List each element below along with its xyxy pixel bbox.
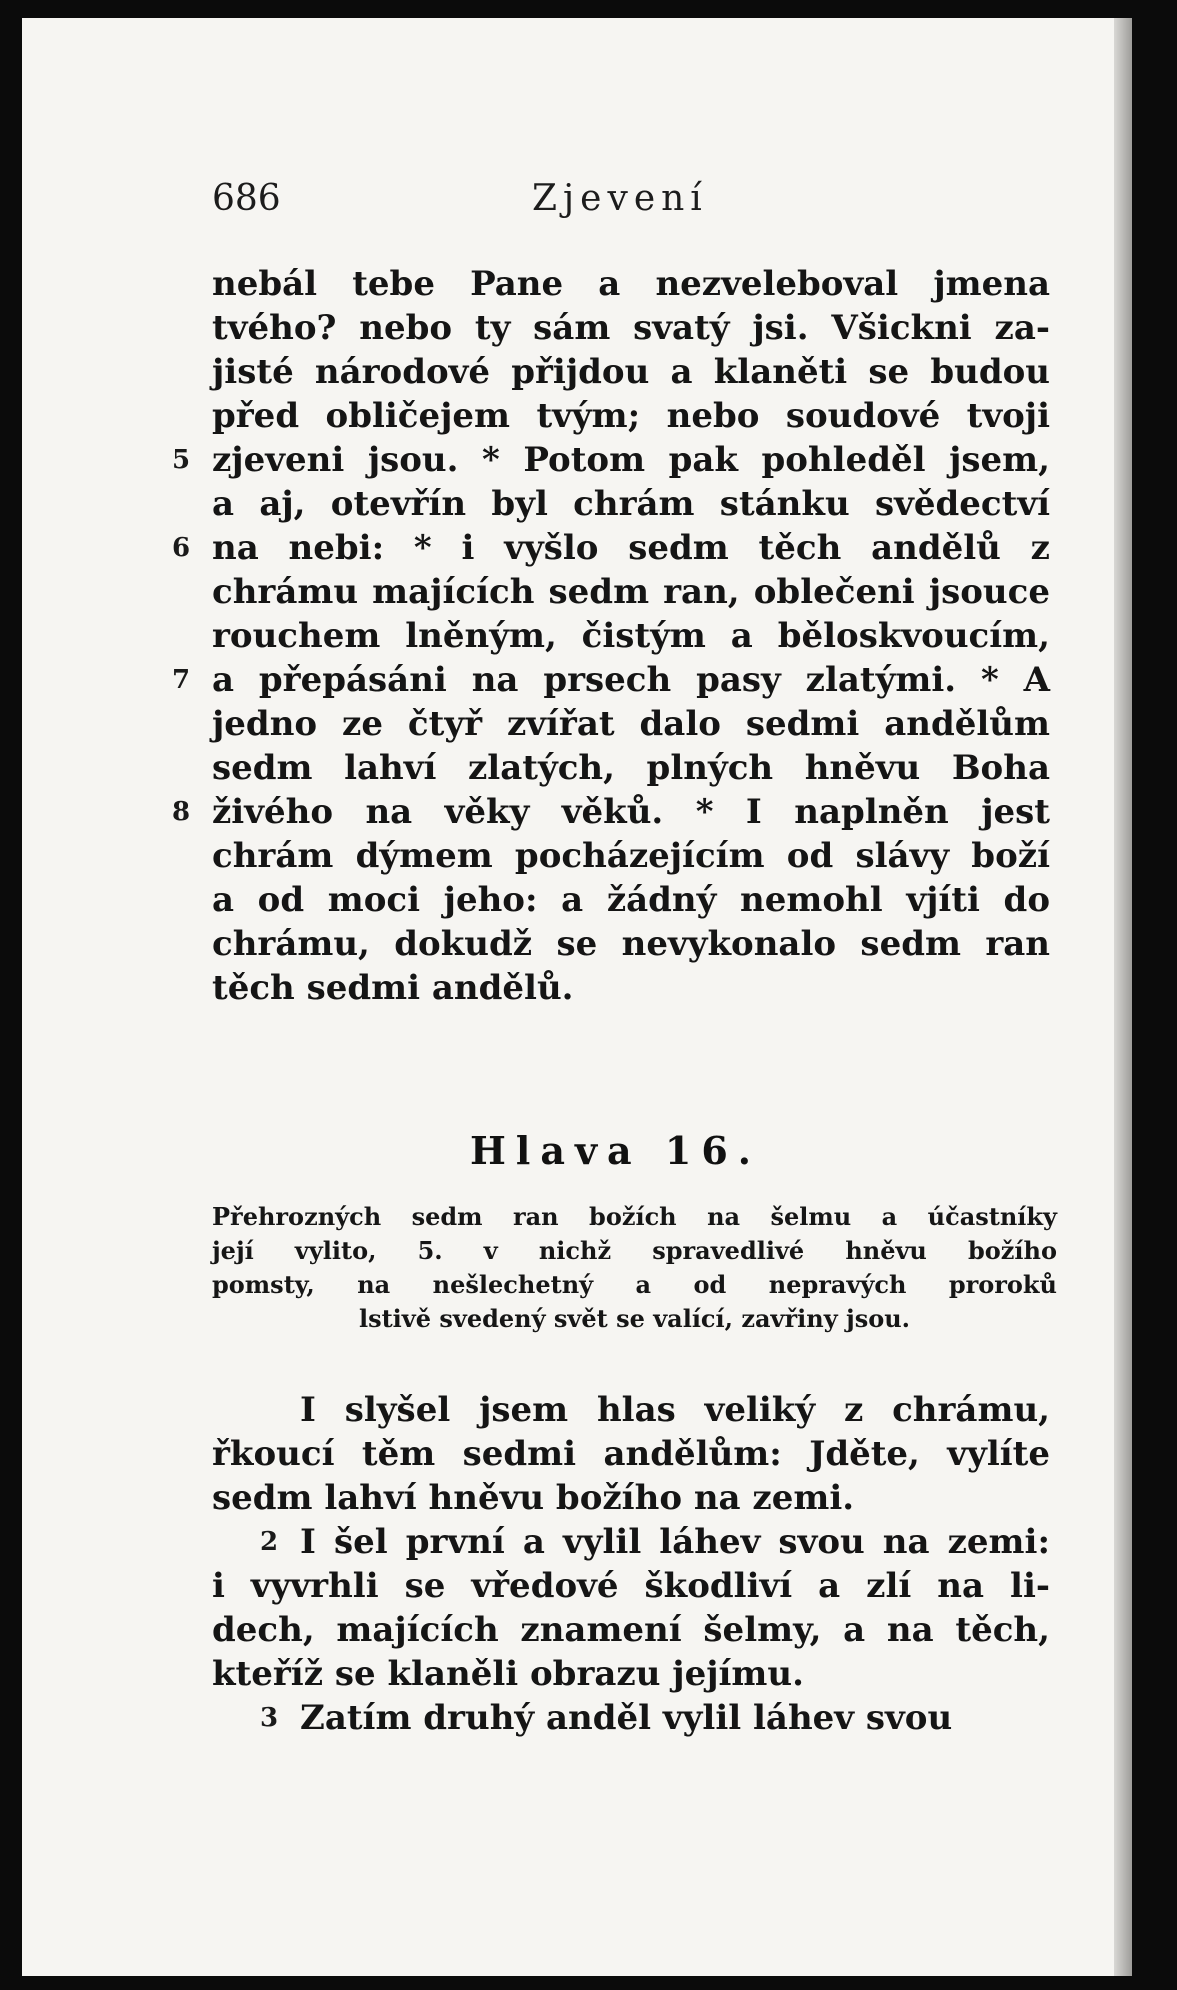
verse-number: 6 <box>172 533 191 563</box>
text-line <box>212 1520 1050 1564</box>
line-text: i vyvrhli se vředové škodliví a zlí na li- <box>212 1566 1050 1606</box>
line-text: tvého? nebo ty sám svatý jsi. Všickni za- <box>212 308 1050 348</box>
line-text: nebál tebe Pane a nezveleboval jmena <box>212 264 1050 304</box>
line-text: dech, majících znamení šelmy, a na těch, <box>212 1610 1050 1650</box>
line-text: řkoucí těm sedmi andělům: Jděte, vylíte <box>212 1434 1050 1474</box>
line-text: jedno ze čtyř zvířat dalo sedmi andělům <box>212 704 1050 744</box>
line-text: sedm lahví hněvu božího na zemi. <box>212 1478 855 1518</box>
text-line <box>212 702 1050 746</box>
line-text: sedm lahví zlatých, plných hněvu Boha <box>212 748 1050 788</box>
running-title: Zjevení <box>532 178 708 219</box>
text-line <box>212 966 1050 1010</box>
line-text: živého na věky věků. * I naplněn jest <box>212 792 1050 832</box>
line-text: chrámu majících sedm ran, oblečeni jsouce <box>212 572 1050 612</box>
line-text: na nebi: * i vyšlo sedm těch andělů z <box>212 528 1050 568</box>
text-line <box>212 570 1050 614</box>
summary-line: její vylito, 5. v nichž spravedlivé hněvu božího <box>212 1236 1057 1265</box>
line-text: a přepásáni na prsech pasy zlatými. * A <box>212 660 1050 700</box>
verse-number: 5 <box>172 445 191 475</box>
summary-line: lstivě svedený svět se valící, zavřiny jsou. <box>358 1304 911 1333</box>
text-line <box>212 1608 1050 1652</box>
line-text: a aj, otevřín byl chrám stánku svědectví <box>212 484 1050 524</box>
text-line <box>212 1652 1050 1696</box>
verse-number: 2 <box>260 1527 279 1557</box>
text-line <box>212 306 1050 350</box>
text-line <box>212 1432 1050 1476</box>
text-line <box>212 1564 1050 1608</box>
summary-line: Přehrozných sedm ran božích na šelmu a účastníky <box>212 1202 1057 1231</box>
text-line <box>172 658 1050 702</box>
line-text: a od moci jeho: a žádný nemohl vjíti do <box>212 880 1050 920</box>
line-text: Zatím druhý anděl vylil láhev svou <box>300 1698 953 1738</box>
chapter-heading: Hlava 16. <box>470 1128 762 1173</box>
text-line <box>172 790 1050 834</box>
line-text: jisté národové přijdou a klaněti se budou <box>212 352 1050 392</box>
text-line <box>212 1476 1050 1520</box>
line-text: rouchem lněným, čistým a běloskvoucím, <box>212 616 1050 656</box>
line-text: I slyšel jsem hlas veliký z chrámu, <box>300 1390 1050 1430</box>
text-line <box>212 1388 1050 1432</box>
text-line <box>212 1696 1050 1740</box>
text-line <box>212 878 1050 922</box>
text-line <box>212 482 1050 526</box>
line-text: zjeveni jsou. * Potom pak pohleděl jsem, <box>212 440 1050 480</box>
text-line <box>212 262 1050 306</box>
summary-line: pomsty, na nešlechetný a od nepravých proroků <box>212 1270 1057 1299</box>
text-line <box>172 526 1050 570</box>
page-header <box>212 178 732 226</box>
page-number: 686 <box>212 178 281 219</box>
text-line <box>212 922 1050 966</box>
text-line <box>212 834 1050 878</box>
verse-number: 8 <box>172 797 191 827</box>
text-line <box>172 438 1050 482</box>
text-block-top <box>172 262 1050 1010</box>
text-line <box>212 350 1050 394</box>
text-block-bottom <box>212 1388 1050 1740</box>
line-text: kteříž se klaněli obrazu jejímu. <box>212 1654 804 1694</box>
chapter-summary <box>212 1200 1057 1336</box>
text-line <box>212 614 1050 658</box>
line-text: těch sedmi andělů. <box>212 968 574 1008</box>
page-edge <box>1114 18 1132 1976</box>
verse-number: 3 <box>260 1703 279 1733</box>
text-line <box>212 394 1050 438</box>
line-text: chrámu, dokudž se nevykonalo sedm ran <box>212 924 1050 964</box>
verse-number: 7 <box>172 665 191 695</box>
line-text: chrám dýmem pocházejícím od slávy boží <box>212 836 1050 876</box>
text-line <box>212 746 1050 790</box>
line-text: před obličejem tvým; nebo soudové tvoji <box>212 396 1050 436</box>
line-text: I šel první a vylil láhev svou na zemi: <box>300 1522 1050 1562</box>
